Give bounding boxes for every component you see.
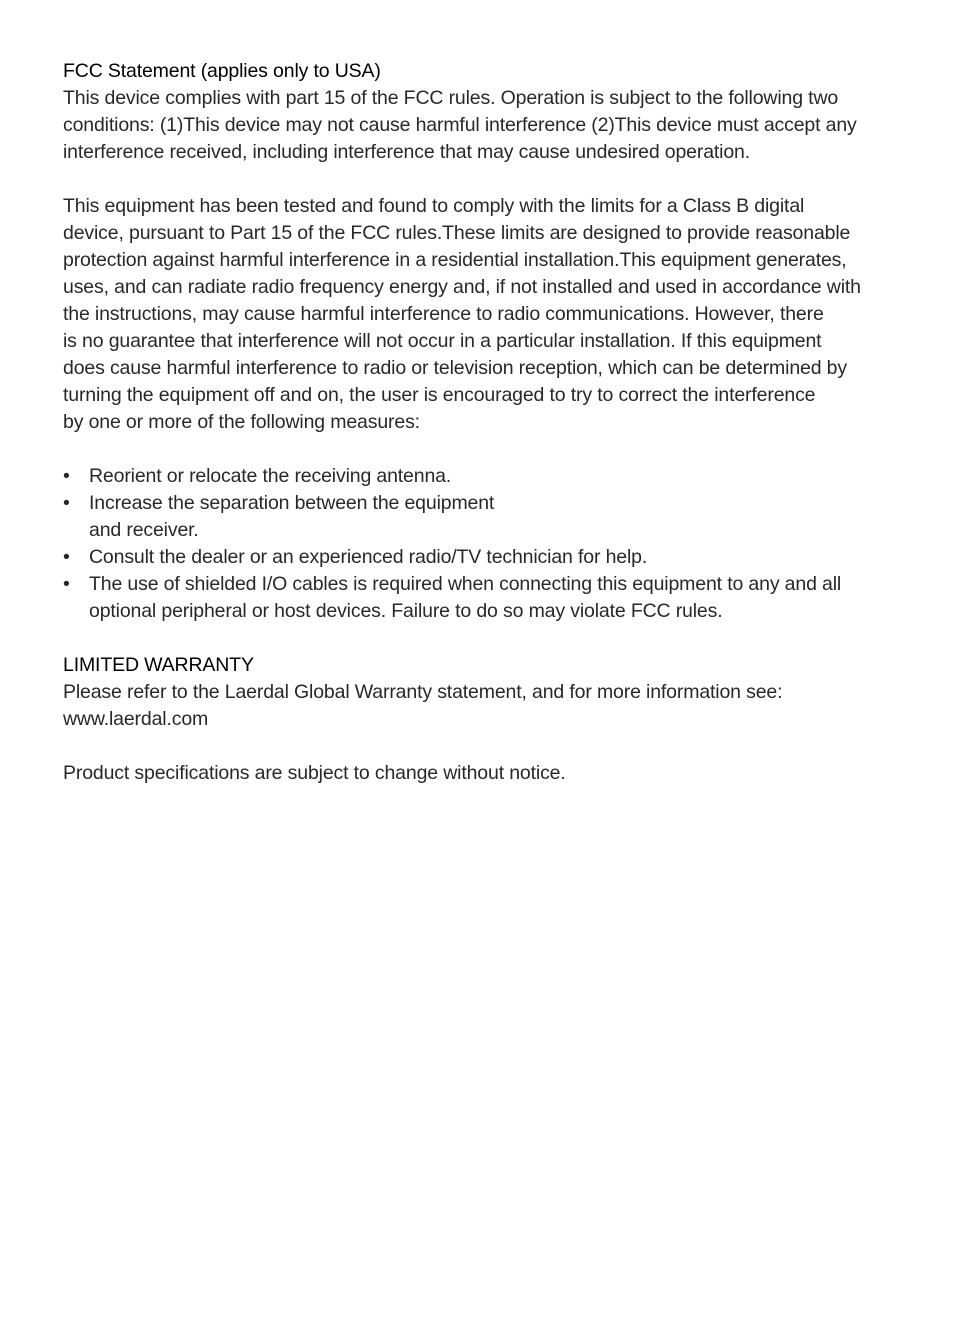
list-item-text: Consult the dealer or an experienced radio/TV technician for help.: [89, 546, 648, 568]
paragraph-line: by one or more of the following measures:: [63, 411, 420, 433]
list-item-continuation: and receiver.: [89, 519, 199, 541]
paragraph-line: This equipment has been tested and found to comply with the limits for a Class B digital: [63, 195, 805, 217]
notice-text: Product specifications are subject to change without notice.: [63, 762, 566, 784]
list-item: [63, 571, 895, 598]
bullet-icon: •: [63, 465, 70, 487]
list-item-continuation: optional peripheral or host devices. Failure to do so may violate FCC rules.: [89, 600, 723, 622]
fcc-paragraph-2: [63, 193, 895, 436]
list-item-text: Reorient or relocate the receiving antenna.: [89, 465, 452, 487]
paragraph-line: does cause harmful interference to radio or television reception, which can be determined by: [63, 357, 847, 379]
warranty-link: www.laerdal.com: [63, 708, 209, 730]
warranty-heading: LIMITED WARRANTY: [63, 654, 254, 676]
paragraph-line: conditions: (1)This device may not cause harmful interference (2)This device must accept any: [63, 114, 857, 136]
list-item: [63, 463, 895, 490]
paragraph-line: is no guarantee that interference will not occur in a particular installation. If this equipment: [63, 330, 822, 352]
spacer: [63, 436, 895, 463]
fcc-paragraph-1: [63, 85, 895, 166]
spacer: [63, 625, 895, 652]
bullet-icon: •: [63, 573, 70, 595]
paragraph-line: turning the equipment off and on, the user is encouraged to try to correct the interference: [63, 384, 816, 406]
list-item: [63, 490, 895, 517]
measures-list: [63, 463, 895, 625]
paragraph-line: This device complies with part 15 of the FCC rules. Operation is subject to the following two: [63, 87, 839, 109]
paragraph-line: protection against harmful interference in a residential installation.This equipment generates,: [63, 249, 847, 271]
list-item: [63, 544, 895, 571]
paragraph-line: interference received, including interference that may cause undesired operation.: [63, 141, 751, 163]
document-page: [63, 58, 895, 787]
fcc-heading: FCC Statement (applies only to USA): [63, 60, 381, 82]
spacer: [63, 733, 895, 760]
paragraph-line: the instructions, may cause harmful interference to radio communications. However, there: [63, 303, 824, 325]
paragraph-line: device, pursuant to Part 15 of the FCC rules.These limits are designed to provide reasonable: [63, 222, 851, 244]
bullet-icon: •: [63, 546, 70, 568]
list-item-text: Increase the separation between the equipment: [89, 492, 495, 514]
warranty-line: Please refer to the Laerdal Global Warranty statement, and for more information see:: [63, 681, 783, 703]
paragraph-line: uses, and can radiate radio frequency energy and, if not installed and used in accordance with: [63, 276, 861, 298]
list-item-text: The use of shielded I/O cables is required when connecting this equipment to any and all: [89, 573, 842, 595]
spacer: [63, 166, 895, 193]
bullet-icon: •: [63, 492, 70, 514]
